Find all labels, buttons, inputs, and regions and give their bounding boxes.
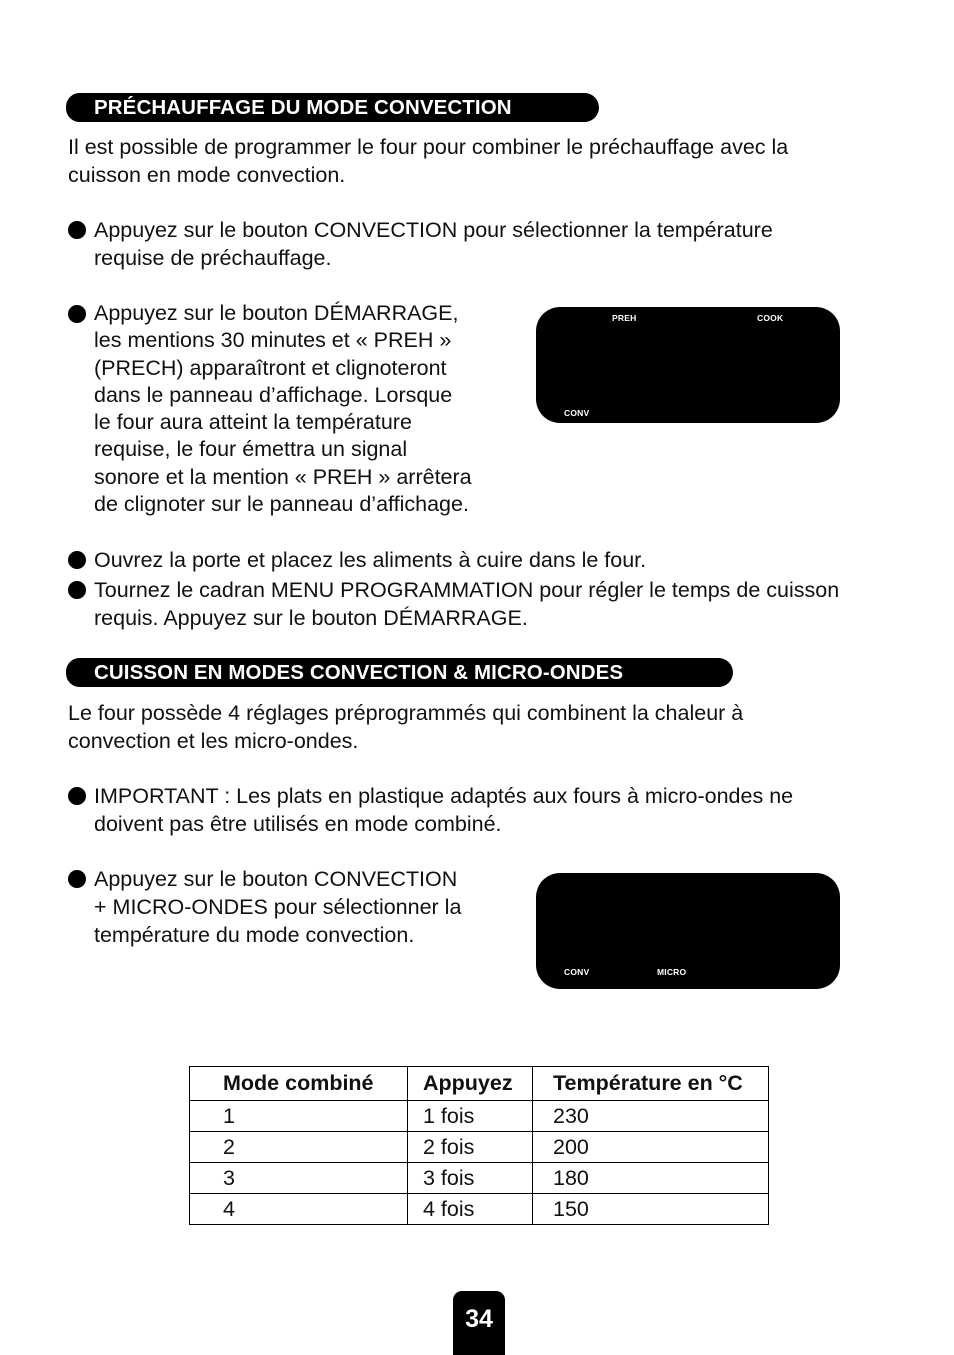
bullet-dot-icon [68, 305, 86, 323]
combination-bullet-2 [68, 865, 528, 949]
cell-press: 4 fois [408, 1194, 533, 1225]
text-line: sonore et la mention « PREH » arrêtera [94, 464, 472, 489]
text-line: Appuyez sur le bouton CONVECTION [94, 867, 458, 891]
text-line: température du mode convection. [94, 923, 415, 947]
indicator-micro: MICRO [657, 967, 687, 977]
lcd-display-preheat [536, 307, 840, 423]
seven-segment-digits [536, 873, 840, 989]
column-header-mode: Mode combiné [190, 1067, 408, 1101]
text-line: le four aura atteint la température [94, 410, 412, 435]
text-line: Le four possède 4 réglages préprogrammés qui combinent la chaleur à [68, 701, 744, 725]
table-row [190, 1132, 769, 1163]
cell-press: 3 fois [408, 1163, 533, 1194]
text-line: Tournez le cadran MENU PROGRAMMATION pour régler le temps de cuisson [94, 578, 840, 602]
seven-segment-digits [536, 307, 840, 423]
indicator-cook: COOK [757, 313, 784, 323]
text-line: cuisson en mode convection. [68, 162, 346, 187]
cell-temperature: 180 [533, 1163, 769, 1194]
cell-mode: 1 [190, 1101, 408, 1132]
text-line: requise de préchauffage. [94, 246, 332, 270]
cell-press: 1 fois [408, 1101, 533, 1132]
preheat-bullet-3 [68, 546, 908, 574]
cell-mode: 2 [190, 1132, 408, 1163]
preheat-bullet-2 [68, 300, 528, 518]
cell-temperature: 230 [533, 1101, 769, 1132]
section-header-preheat: PRÉCHAUFFAGE DU MODE CONVECTION [66, 93, 599, 122]
table-row [190, 1163, 769, 1194]
text-line: requise, le four émettra un signal [94, 437, 408, 462]
cell-mode: 3 [190, 1163, 408, 1194]
text-line: les mentions 30 minutes et « PREH » [94, 328, 452, 353]
preheat-bullet-4 [68, 576, 928, 632]
table-row [190, 1194, 769, 1225]
section-header-combination: CUISSON EN MODES CONVECTION & MICRO-ONDES [66, 658, 733, 687]
column-header-temperature: Température en °C [533, 1067, 769, 1101]
cell-temperature: 200 [533, 1132, 769, 1163]
text-line: dans le panneau d’affichage. Lorsque [94, 382, 453, 407]
table-header-row [190, 1067, 769, 1101]
bullet-dot-icon [68, 551, 86, 569]
preheat-intro [68, 134, 788, 189]
text-line: convection et les micro-ondes. [68, 728, 359, 753]
indicator-conv: CONV [564, 967, 590, 977]
bullet-dot-icon [68, 787, 86, 805]
text-line: doivent pas être utilisés en mode combiné. [94, 812, 502, 836]
lcd-display-combination [536, 873, 840, 989]
bullet-dot-icon [68, 581, 86, 599]
bullet-dot-icon [68, 221, 86, 239]
bullet-dot-icon [68, 870, 86, 888]
page-number: 34 [453, 1291, 505, 1355]
cell-mode: 4 [190, 1194, 408, 1225]
text-line: Appuyez sur le bouton CONVECTION pour sélectionner la température [94, 218, 773, 242]
cell-temperature: 150 [533, 1194, 769, 1225]
combination-intro [68, 700, 743, 755]
combination-modes-table [189, 1066, 769, 1225]
cell-press: 2 fois [408, 1132, 533, 1163]
preheat-bullet-1 [68, 216, 908, 272]
text-line: Appuyez sur le bouton DÉMARRAGE, [94, 301, 459, 325]
text-line: de clignoter sur le panneau d’affichage. [94, 492, 469, 517]
text-line: Il est possible de programmer le four pour combiner le préchauffage avec la [68, 135, 789, 159]
text-line: requis. Appuyez sur le bouton DÉMARRAGE. [94, 606, 528, 630]
combination-bullet-1 [68, 782, 928, 838]
table-row [190, 1101, 769, 1132]
text-line: Ouvrez la porte et placez les aliments à cuire dans le four. [94, 548, 647, 572]
indicator-preh: PREH [612, 313, 637, 323]
indicator-conv: CONV [564, 408, 590, 418]
column-header-press: Appuyez [408, 1067, 533, 1101]
text-line: IMPORTANT : Les plats en plastique adaptés aux fours à micro-ondes ne [94, 784, 794, 808]
text-line: (PRECH) apparaîtront et clignoteront [94, 355, 447, 380]
text-line: + MICRO-ONDES pour sélectionner la [94, 895, 462, 919]
